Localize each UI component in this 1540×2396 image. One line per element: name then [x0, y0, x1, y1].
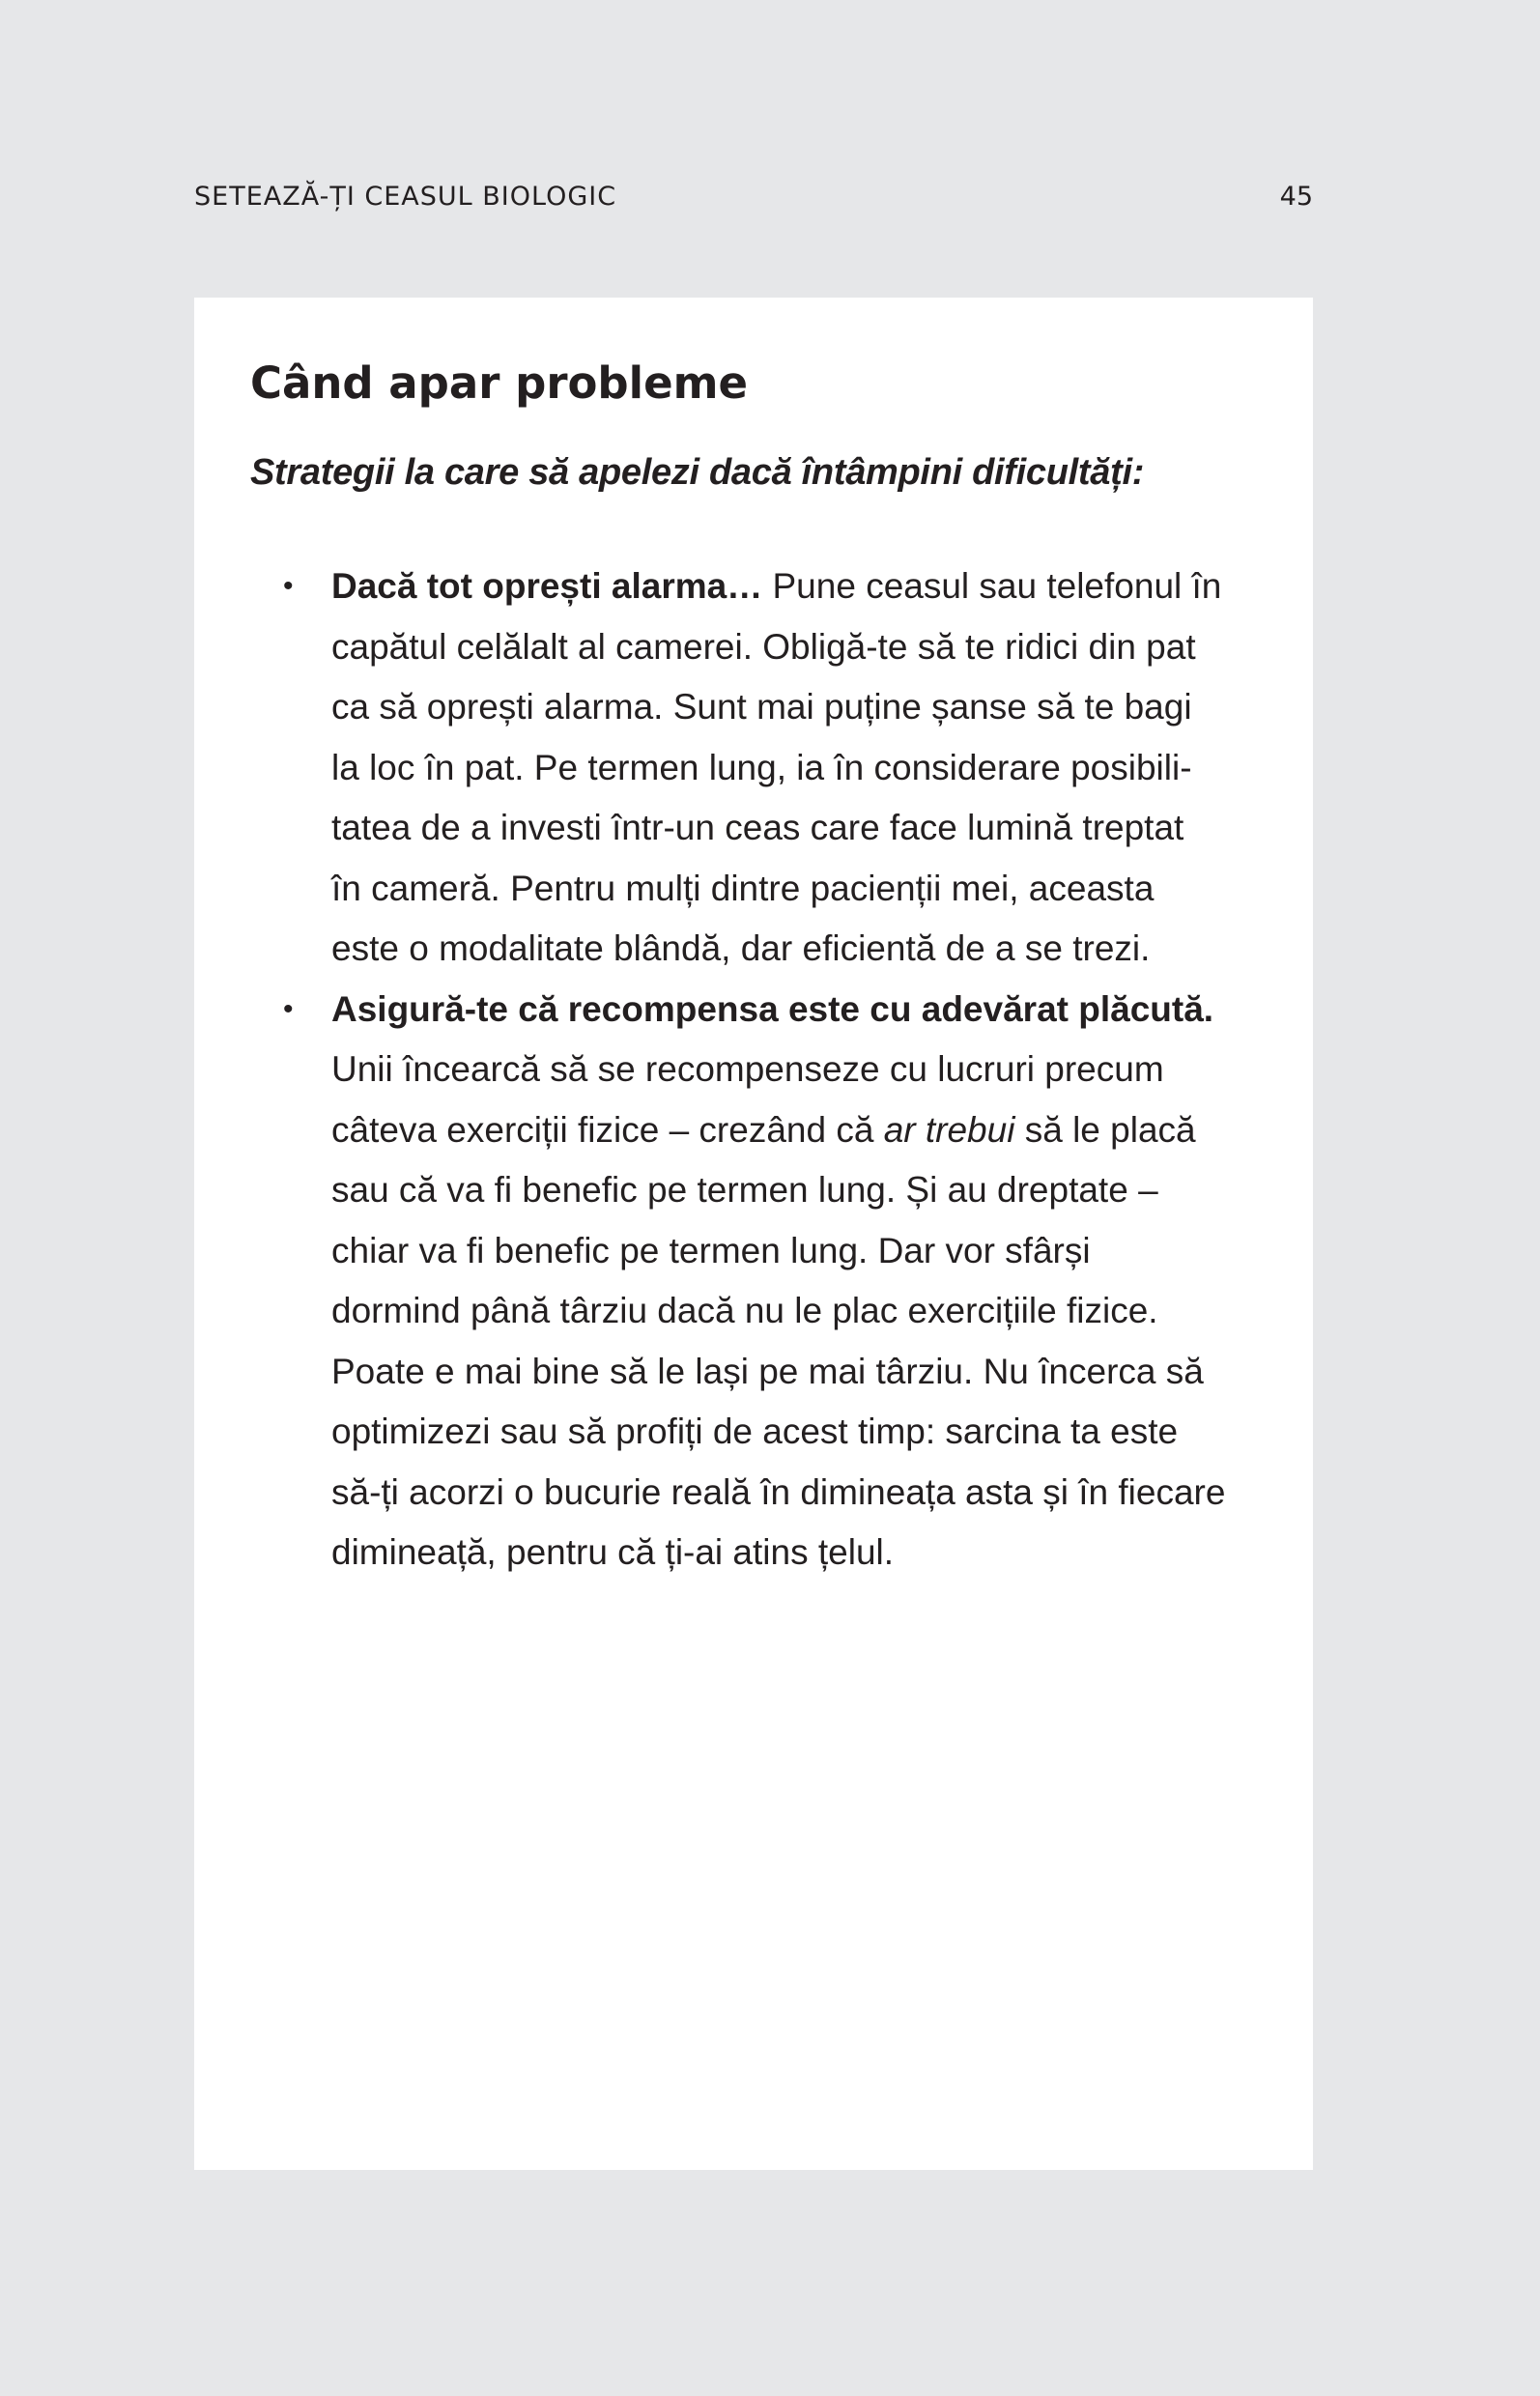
running-title: SETEAZĂ-ȚI CEASUL BIOLOGIC — [194, 182, 617, 212]
tip-lead: Asigură-te că recompensa este cu adevărat plăcută. — [331, 988, 1214, 1029]
tip-line — [331, 1100, 1272, 1161]
tip-line: este o modalitate blândă, dar eficientă de a se trezi. — [331, 928, 1151, 968]
tip-line: tatea de a investi într-un ceas care face lumină treptat — [331, 808, 1184, 847]
tip-line: capătul celălalt al camerei. Obligă-te să te ridici din pat — [331, 626, 1196, 667]
tip-line: în cameră. Pentru mulți dintre pacienții mei, aceasta — [331, 868, 1155, 908]
bullet-icon: • — [283, 992, 294, 1025]
page-number: 45 — [1279, 182, 1313, 212]
tip-line: Unii încearcă să se recompenseze cu lucruri precum — [331, 1049, 1164, 1089]
tip-line: ca să oprești alarma. Sunt mai puține șanse să te bagi — [331, 687, 1192, 727]
tip-line — [331, 556, 1272, 617]
tip-line: chiar va fi benefic pe termen lung. Dar vor sfârși — [331, 1230, 1091, 1270]
tip-line: sau că va fi benefic pe termen lung. Și au dreptate – — [331, 1170, 1158, 1210]
section-heading: Când apar probleme — [250, 357, 748, 409]
tip-line: dormind până târziu dacă nu le plac exercițiile fizice. — [331, 1291, 1158, 1330]
bullet-icon: • — [283, 570, 294, 602]
content-box — [194, 298, 1313, 2170]
tip-emphasis: ar trebui — [883, 1109, 1015, 1150]
tip-item-reward — [194, 980, 1313, 1583]
tip-line: Poate e mai bine să le lași pe mai târziu. Nu încerca să — [331, 1351, 1204, 1391]
tip-line: dimineață, pentru că ți-ai atins țelul. — [331, 1532, 895, 1572]
tip-text: câteva exerciții fizice – crezând că — [331, 1109, 884, 1150]
tips-list — [194, 556, 1313, 1583]
section-subheading: Strategii la care să apelezi dacă întâmpini dificultăți: — [250, 452, 1145, 493]
running-head — [194, 182, 1313, 220]
tip-lead: Dacă tot oprești alarma… — [331, 566, 763, 606]
tip-line: la loc în pat. Pe termen lung, ia în considerare posibili- — [331, 747, 1192, 787]
tip-line: să-ți acorzi o bucurie reală în dimineața asta și în fiecare — [331, 1471, 1226, 1512]
tip-line: optimizezi sau să profiți de acest timp: sarcina ta este — [331, 1412, 1179, 1451]
tip-text: Pune ceasul sau telefonul în — [762, 566, 1222, 606]
tip-item-alarm — [194, 556, 1313, 980]
tip-text: să le placă — [1014, 1109, 1196, 1150]
